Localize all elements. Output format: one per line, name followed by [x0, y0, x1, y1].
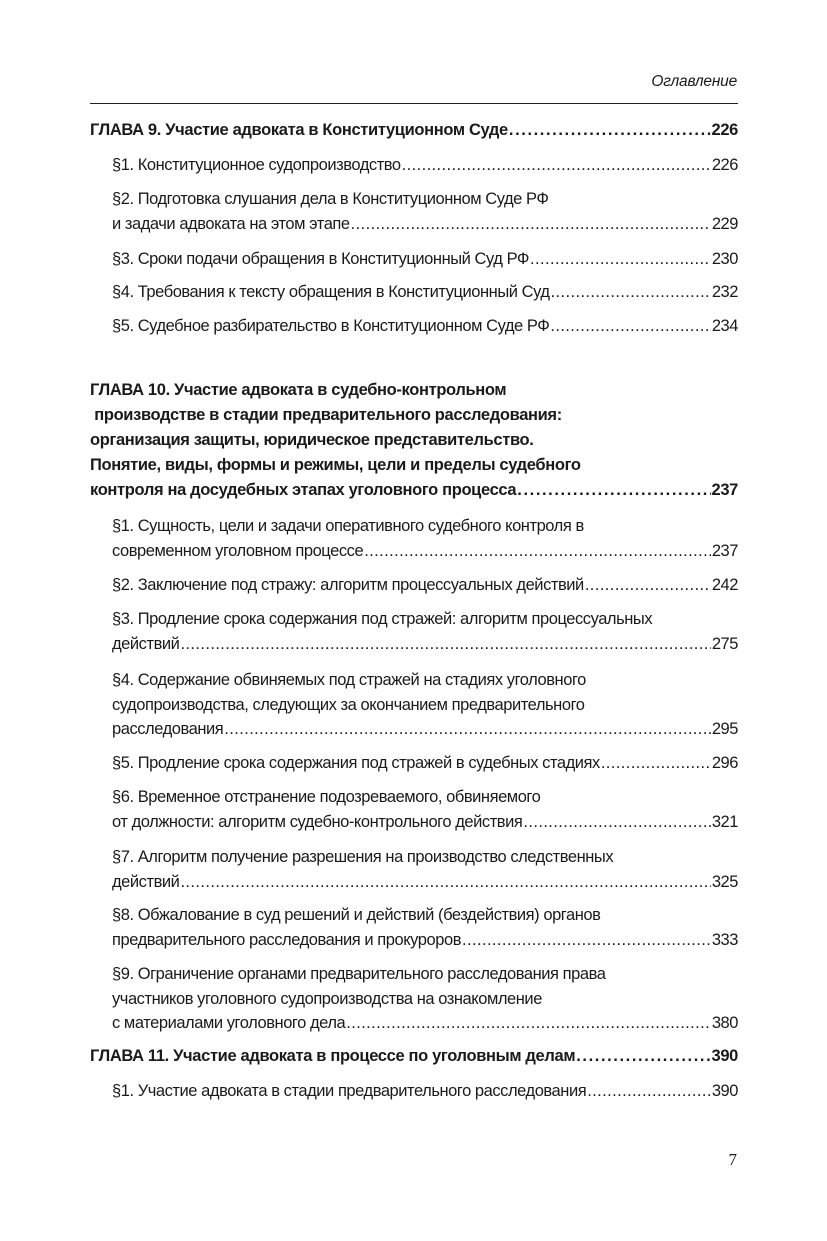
- dot-leader: [351, 212, 711, 237]
- entry-last-line: [112, 247, 738, 272]
- toc-chapter-entry: [90, 378, 738, 503]
- entry-page-number: 229: [711, 214, 738, 233]
- running-head: Оглавление: [651, 73, 737, 90]
- entry-title-line: §3. Продление срока содержания под стражей: алгоритм процессуальных: [112, 610, 653, 628]
- entry-last-line: [112, 153, 738, 178]
- dot-leader: [585, 573, 711, 598]
- entry-last-line: [90, 118, 738, 143]
- entry-title-line: от должности: алгоритм судебно-контрольного действия: [112, 812, 523, 831]
- dot-leader: [180, 870, 710, 895]
- toc-section-entry: [112, 280, 738, 305]
- toc-section-entry: [112, 751, 738, 776]
- dot-leader: [587, 1079, 711, 1104]
- entry-title-line: с материалами уголовного дела: [112, 1014, 346, 1033]
- entry-title-line: §4. Требования к тексту обращения в Конституционный Суд: [112, 283, 550, 301]
- entry-last-line: [112, 212, 738, 237]
- toc-section-entry: [112, 845, 738, 894]
- entry-title-line: §9. Ограничение органами предварительного расследования права: [112, 965, 606, 983]
- entry-page-number: 234: [711, 317, 738, 335]
- entry-title-line: ГЛАВА 10. Участие адвоката в судебно-контрольном: [90, 381, 507, 399]
- dot-leader: [224, 717, 711, 742]
- dot-leader: [550, 314, 710, 339]
- dot-leader: [180, 632, 710, 657]
- entry-title-line: §4. Содержание обвиняемых под стражей на стадиях уголовного: [112, 671, 586, 689]
- dot-leader: [576, 1044, 710, 1069]
- toc-section-entry: [112, 314, 738, 339]
- toc-chapter-entry: [90, 1044, 738, 1069]
- entry-title-line: §5. Судебное разбирательство в Конституционном Суде РФ: [112, 317, 550, 335]
- entry-last-line: [112, 632, 738, 657]
- entry-title-line: современном уголовном процессе: [112, 541, 364, 560]
- entry-page-number: 295: [711, 720, 738, 739]
- entry-last-line: [90, 478, 738, 503]
- entry-last-line: [112, 539, 738, 564]
- dot-leader: [551, 280, 711, 305]
- toc-section-entry: [112, 962, 738, 1036]
- entry-last-line: [112, 870, 738, 895]
- dot-leader: [523, 810, 710, 835]
- entry-title-line: организация защиты, юридическое представительство.: [90, 431, 534, 449]
- entry-title-line: предварительного расследования и прокуроров: [112, 930, 462, 949]
- entry-last-line: [112, 314, 738, 339]
- entry-title-line: Понятие, виды, формы и режимы, цели и пределы судебного: [90, 456, 581, 474]
- entry-title-line: §1. Участие адвоката в стадии предварительного расследования: [112, 1082, 587, 1100]
- entry-last-line: [112, 573, 738, 598]
- entry-page-number: 390: [711, 1082, 738, 1100]
- entry-title-line: действий: [112, 634, 180, 653]
- toc-section-entry: [112, 247, 738, 272]
- entry-last-line: [112, 280, 738, 305]
- entry-title-line: участников уголовного судопроизводства на ознакомление: [112, 989, 542, 1008]
- toc-section-entry: [112, 573, 738, 598]
- dot-leader: [402, 153, 711, 178]
- entry-title-line: §5. Продление срока содержания под стражей в судебных стадиях: [112, 754, 600, 772]
- entry-last-line: [112, 751, 738, 776]
- entry-page-number: 296: [711, 754, 738, 772]
- entry-last-line: [112, 928, 738, 953]
- entry-page-number: 230: [711, 250, 738, 268]
- dot-leader: [346, 1011, 711, 1036]
- entry-last-line: [112, 1079, 738, 1104]
- entry-title-line: расследования: [112, 720, 224, 739]
- entry-title-line: производстве в стадии предварительного расследования:: [90, 406, 562, 424]
- toc-section-entry: [112, 153, 738, 178]
- entry-title-line: контроля на досудебных этапах уголовного процесса: [90, 481, 517, 499]
- toc-section-entry: [112, 1079, 738, 1104]
- entry-page-number: 275: [711, 634, 738, 653]
- toc-section-entry: [112, 607, 738, 656]
- entry-title-line: §3. Сроки подачи обращения в Конституционный Суд РФ: [112, 250, 530, 268]
- page-number: 7: [728, 1150, 737, 1169]
- toc-chapter-entry: [90, 118, 738, 143]
- entry-title-line: §6. Временное отстранение подозреваемого, обвиняемого: [112, 788, 541, 806]
- entry-title-line: §2. Подготовка слушания дела в Конституционном Суде РФ: [112, 190, 549, 208]
- entry-last-line: [112, 810, 738, 835]
- dot-leader: [530, 247, 711, 272]
- toc-section-entry: [112, 514, 738, 563]
- entry-page-number: 333: [711, 930, 738, 949]
- entry-page-number: 232: [711, 283, 738, 301]
- dot-leader: [517, 478, 710, 503]
- entry-page-number: 237: [711, 481, 738, 499]
- header-rule: [90, 103, 738, 104]
- entry-title-line: действий: [112, 872, 180, 891]
- toc-section-entry: [112, 668, 738, 742]
- dot-leader: [601, 751, 711, 776]
- dot-leader: [462, 928, 711, 953]
- entry-title-line: ГЛАВА 11. Участие адвоката в процессе по уголовным делам: [90, 1047, 576, 1065]
- entry-title-line: ГЛАВА 9. Участие адвоката в Конституционном Суде: [90, 121, 508, 139]
- dot-leader: [364, 539, 711, 564]
- entry-title-line: §1. Конституционное судопроизводство: [112, 156, 401, 174]
- entry-last-line: [90, 1044, 738, 1069]
- entry-title-line: судопроизводства, следующих за окончанием предварительного: [112, 695, 585, 714]
- entry-title-line: §2. Заключение под стражу: алгоритм процессуальных действий: [112, 576, 584, 594]
- dot-leader: [509, 118, 711, 143]
- entry-page-number: 390: [711, 1047, 738, 1065]
- entry-last-line: [112, 1011, 738, 1036]
- entry-page-number: 380: [711, 1014, 738, 1033]
- entry-page-number: 226: [711, 121, 738, 139]
- entry-page-number: 321: [711, 812, 738, 831]
- entry-page-number: 226: [711, 156, 738, 174]
- entry-page-number: 242: [711, 576, 738, 594]
- toc-section-entry: [112, 785, 738, 834]
- entry-title-line: §7. Алгоритм получение разрешения на производство следственных: [112, 848, 614, 866]
- entry-title-line: §8. Обжалование в суд решений и действий (бездействия) органов: [112, 906, 601, 924]
- entry-last-line: [112, 717, 738, 742]
- entry-page-number: 325: [711, 872, 738, 891]
- toc-section-entry: [112, 903, 738, 952]
- entry-title-line: и задачи адвоката на этом этапе: [112, 214, 350, 233]
- entry-title-line: §1. Сущность, цели и задачи оперативного судебного контроля в: [112, 517, 584, 535]
- entry-page-number: 237: [711, 541, 738, 560]
- toc-section-entry: [112, 187, 738, 236]
